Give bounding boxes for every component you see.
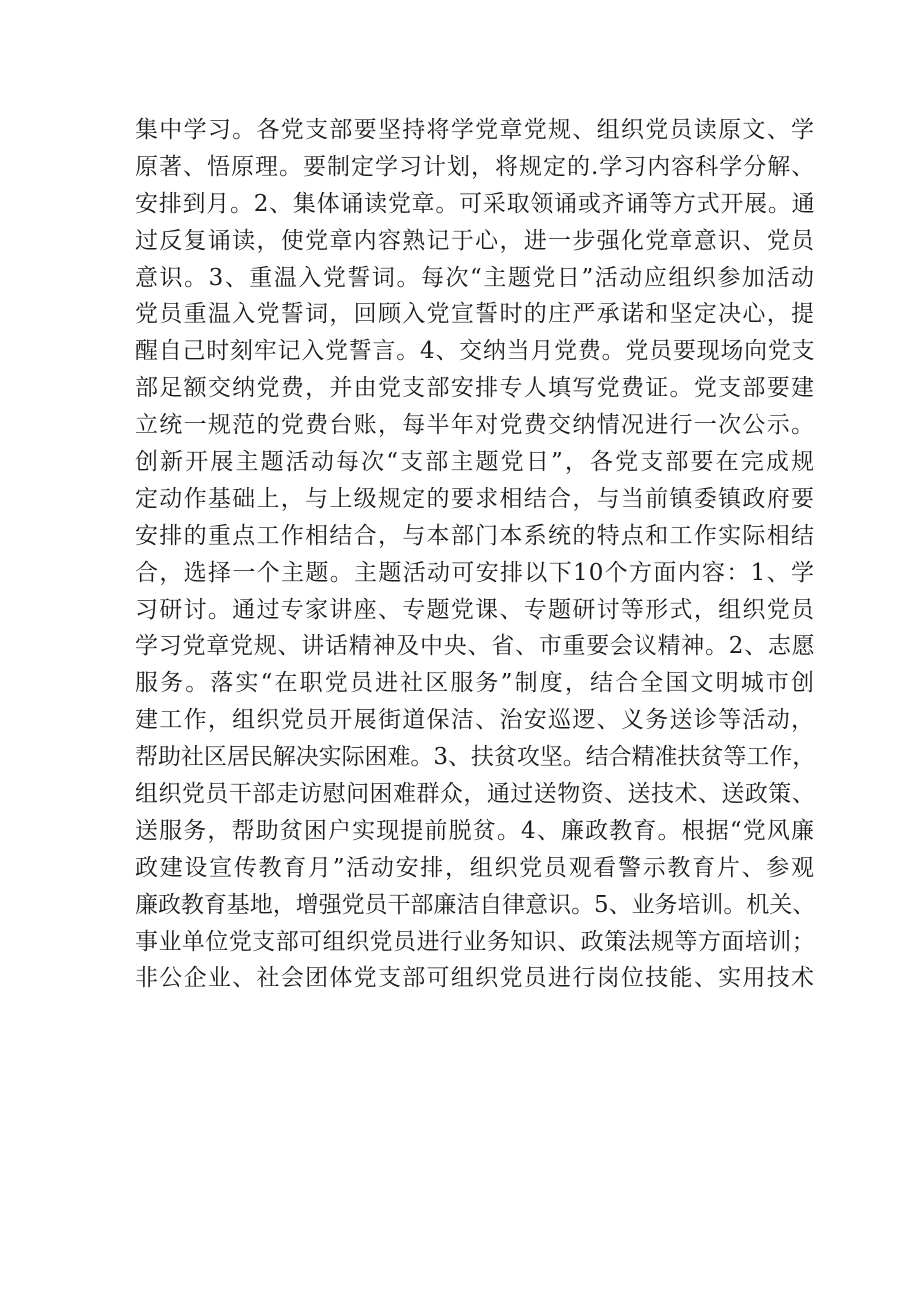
text-line: 党员重温入党誓词，回顾入党宣誓时的庄严承诺和坚定决心，提 xyxy=(135,301,815,328)
text-line: 非公企业、社会团体党支部可组织党员进行岗位技能、实用技术 xyxy=(135,965,815,992)
text-line: 立统一规范的党费台账，每半年对党费交纳情况进行一次公示。 xyxy=(135,412,815,439)
text-line: 安排的重点工作相结合，与本部门本系统的特点和工作实际相结 xyxy=(135,522,815,549)
text-line: 事业单位党支部可组织党员进行业务知识、政策法规等方面培训； xyxy=(135,928,815,955)
text-line: 定动作基础上，与上级规定的要求相结合，与当前镇委镇政府要 xyxy=(135,485,815,512)
text-line: 送服务，帮助贫困户实现提前脱贫。4、廉政教育。根据“党风廉 xyxy=(135,817,815,844)
text-line: 合，选择一个主题。主题活动可安排以下10个方面内容：1、学 xyxy=(135,559,815,586)
text-line: 服务。落实“在职党员进社区服务”制度，结合全国文明城市创 xyxy=(135,670,815,697)
text-line: 习研讨。通过专家讲座、专题党课、专题研讨等形式，组织党员 xyxy=(135,596,815,623)
text-line: 安排到月。2、集体诵读党章。可采取领诵或齐诵等方式开展。通 xyxy=(135,190,816,217)
text-line: 组织党员干部走访慰问困难群众，通过送物资、送技术、送政策、 xyxy=(135,781,815,808)
text-line: 意识。3、重温入党誓词。每次“主题党日”活动应组织参加活动 xyxy=(135,264,815,291)
text-line: 集中学习。各党支部要坚持将学党章党规、组织党员读原文、学 xyxy=(135,117,815,143)
text-line: 原著、悟原理。要制定学习计划，将规定的.学习内容科学分解、 xyxy=(135,153,816,180)
text-line: 部足额交纳党费，并由党支部安排专人填写党费证。党支部要建 xyxy=(135,375,815,402)
text-line: 创新开展主题活动每次“支部主题党日”，各党支部要在完成规 xyxy=(135,449,815,476)
text-line: 过反复诵读，使党章内容熟记于心，进一步强化党章意识、党员 xyxy=(135,227,815,254)
text-line: 学习党章党规、讲话精神及中央、省、市重要会议精神。2、志愿 xyxy=(135,633,816,660)
text-line: 帮助社区居民解决实际困难。3、扶贫攻坚。结合精准扶贫等工作， xyxy=(135,744,815,771)
document-body xyxy=(135,112,815,997)
text-line: 建工作，组织党员开展街道保洁、治安巡逻、义务送诊等活动， xyxy=(135,707,815,734)
text-line: 醒自己时刻牢记入党誓言。4、交纳当月党费。党员要现场向党支 xyxy=(135,338,816,365)
text-line: 廉政教育基地，增强党员干部廉洁自律意识。5、业务培训。机关、 xyxy=(135,891,815,918)
text-line: 政建设宣传教育月”活动安排，组织党员观看警示教育片、参观 xyxy=(135,854,815,881)
